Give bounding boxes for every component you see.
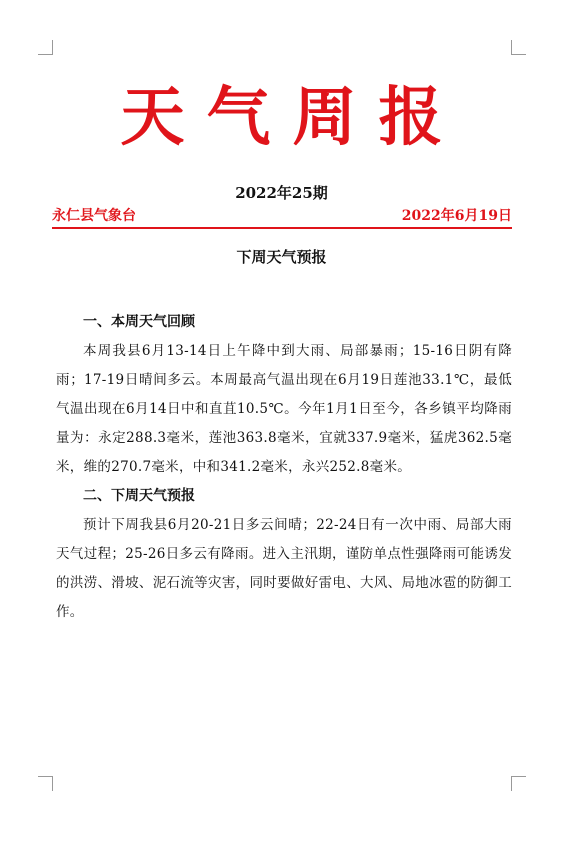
issue-number: 2022年25期 (235, 184, 328, 202)
section-body-forecast: 预计下周我县6月20-21日多云间晴；22-24日有一次中雨、局部大雨天气过程；25-26日多云有降雨。进入主汛期，谨防单点性强降雨可能诱发的洪涝、滑坡、泥石流等灾害，同时要做好雷电、大风、局地冰雹的防御工作。 (56, 517, 512, 620)
crop-mark-top-right (511, 40, 526, 55)
header-divider (52, 227, 512, 229)
section-body-review: 本周我县6月13-14日上午降中到大雨、局部暴雨；15-16日阴有降雨；17-19日晴间多云。本周最高气温出现在6月19日莲池33.1℃，最低气温出现在6月14日中和直苴10.5℃。今年1月1日至今，各乡镇平均降雨量为：永定288.3毫米，莲池363.8毫米，宜就337.9毫米，猛虎362.5毫米，维的270.7毫米，中和341.2毫米，永兴252.8毫米。 (56, 343, 512, 475)
crop-mark-bottom-left (38, 776, 53, 791)
section-heading-review: 一、本周天气回顾 (83, 314, 195, 330)
crop-mark-bottom-right (511, 776, 526, 791)
crop-mark-top-left (38, 40, 53, 55)
document-title: 下周天气预报 (236, 248, 327, 266)
organization-name: 永仁县气象台 (52, 208, 136, 224)
publish-date: 2022年6月19日 (401, 208, 512, 224)
document-body (56, 308, 512, 627)
masthead-title: 天气周报 (120, 80, 465, 155)
header-info-row (52, 205, 512, 225)
section-heading-forecast: 二、下周天气预报 (83, 488, 195, 504)
